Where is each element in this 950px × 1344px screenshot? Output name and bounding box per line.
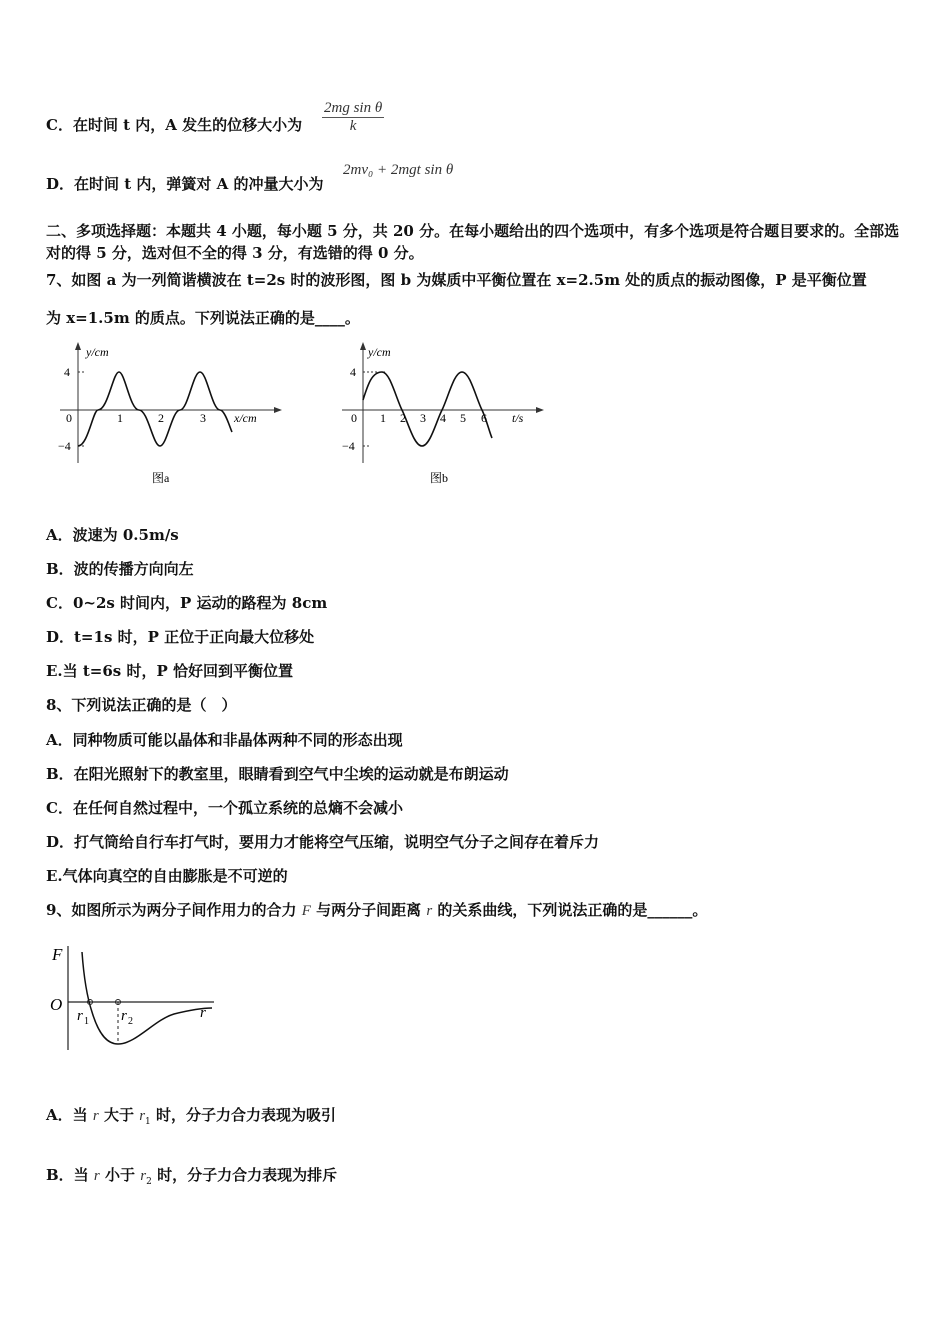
fig9-r1-sub: 1 (84, 1016, 89, 1027)
q8-option-d: D．打气筒给自行车打气时，要用力才能将空气压缩，说明空气分子之间存在着斥力 (46, 833, 600, 851)
prev-option-c-label: C．在时间 t 内，A 发生的位移大小为 (46, 116, 303, 134)
q8-stem: 8、下列说法正确的是（ ） (46, 696, 237, 714)
fig9-r1-label: r (77, 1008, 83, 1024)
fig-b-xtick-3: 3 (420, 411, 426, 425)
figure-b-vibration (330, 338, 560, 502)
q7-stem-line2: 为 x=1.5m 的质点。下列说法正确的是____。 (46, 309, 360, 327)
q9-stem-part-b: 与两分子间距离 (316, 901, 422, 919)
q7-option-e: E.当 t=6s 时，P 恰好回到平衡位置 (46, 662, 293, 680)
q9-optA-sub: 1 (145, 1117, 151, 1127)
q9-optA-part-c: 时，分子力合力表现为吸引 (156, 1106, 337, 1124)
fig-b-ylabel: y/cm (368, 345, 391, 359)
q9-optB-part-c: 时，分子力合力表现为排斥 (157, 1166, 338, 1184)
fig-b-xtick-5: 5 (460, 411, 466, 425)
q9-optA-part-b: 大于 (103, 1106, 134, 1124)
fig-a-xtick-3: 3 (200, 411, 206, 425)
prev-option-d-label: D．在时间 t 内，弹簧对 A 的冲量大小为 (46, 175, 324, 193)
q7-option-a: A．波速为 0.5m/s (46, 526, 179, 544)
fig-b-ytick-4: 4 (350, 365, 356, 379)
fig-b-caption: 图b (430, 471, 449, 485)
q7-stem-line1: 7、如图 a 为一列简谐横波在 t=2s 时的波形图，图 b 为媒质中平衡位置在 x=2.5m 处的质点的振动图像，P 是平衡位置 (46, 271, 867, 289)
q8-option-c: C．在任何自然过程中，一个孤立系统的总熵不会减小 (46, 799, 403, 817)
figure-force-distance (44, 940, 224, 1059)
figure-a-wave (50, 338, 290, 502)
q9-stem-part-a: 9、如图所示为两分子间作用力的合力 (46, 901, 297, 919)
q8-option-b: B．在阳光照射下的教室里，眼睛看到空气中尘埃的运动就是布朗运动 (46, 765, 509, 783)
fig-b-xlabel: t/s (512, 411, 524, 425)
prev-option-c (46, 115, 302, 135)
fig9-F-label: F (52, 945, 63, 964)
q9-stem (46, 900, 707, 921)
fig-a-ylabel: y/cm (86, 345, 109, 359)
fig-b-xtick-6: 6 (481, 411, 487, 425)
q9-stem-r: r (426, 903, 433, 919)
fig9-r-axis-label: r (200, 1005, 206, 1021)
q7-option-b: B．波的传播方向向左 (46, 560, 194, 578)
fig9-r2-label: r (121, 1008, 127, 1024)
fraction-denominator: k (349, 118, 357, 134)
section-2-header: 二、多项选择题：本题共 4 小题，每小题 5 分，共 20 分。在每小题给出的四个选项中，有多个选项是符合题目要求的。全部选对的得 5 分，选对但不全的得 3 分，有选错的得 0 分。 (46, 222, 900, 262)
fraction-numerator: 2mg sin θ (324, 100, 383, 116)
displacement-fraction (322, 100, 384, 135)
impulse-formula (343, 162, 453, 179)
fig-b-origin: 0 (351, 411, 357, 425)
fig-b-xtick-1: 1 (380, 411, 386, 425)
q9-optB-r2: r (140, 1168, 147, 1184)
wave-a-curve (78, 372, 232, 446)
fig-a-origin: 0 (66, 411, 72, 425)
prev-option-d (46, 174, 323, 194)
q8-option-a: A．同种物质可能以晶体和非晶体两种不同的形态出现 (46, 731, 403, 749)
q9-optA-r: r (92, 1108, 99, 1124)
fig9-r2-sub: 2 (128, 1016, 133, 1027)
q9-stem-F: F (301, 903, 311, 919)
q7-option-c: C．0~2s 时间内，P 运动的路程为 8cm (46, 594, 328, 612)
fig-a-xtick-1: 1 (117, 411, 123, 425)
fig-a-xlabel: x/cm (234, 411, 257, 425)
fig-b-xtick-4: 4 (440, 411, 446, 425)
q9-optB-sub: 2 (146, 1177, 152, 1187)
q9-option-b (46, 1165, 337, 1192)
wave-b-curve (363, 372, 492, 446)
q9-optB-part-b: 小于 (105, 1166, 136, 1184)
fig-b-xtick-2: 2 (400, 411, 406, 425)
fig-a-xtick-2: 2 (158, 411, 164, 425)
fig-b-ytick-neg4: −4 (342, 439, 355, 453)
fig-a-ytick-4: 4 (64, 365, 70, 379)
q8-option-e: E.气体向真空的自由膨胀是不可逆的 (46, 867, 288, 885)
fig-a-ytick-neg4: −4 (58, 439, 71, 453)
fig9-O-label: O (50, 995, 63, 1014)
q9-optB-r: r (93, 1168, 100, 1184)
q9-optA-r1: r (139, 1108, 146, 1124)
q9-stem-part-c: 的关系曲线，下列说法正确的是______。 (437, 901, 708, 919)
q9-optB-part-a: B．当 (46, 1166, 89, 1184)
impulse-formula-text: 2mv₀ + 2mgt sin θ (343, 162, 454, 178)
q9-optA-part-a: A．当 (46, 1106, 88, 1124)
q9-option-a (46, 1105, 336, 1132)
q7-option-d: D．t=1s 时，P 正位于正向最大位移处 (46, 628, 315, 646)
fig-a-caption: 图a (152, 471, 170, 485)
force-curve (82, 952, 212, 1044)
